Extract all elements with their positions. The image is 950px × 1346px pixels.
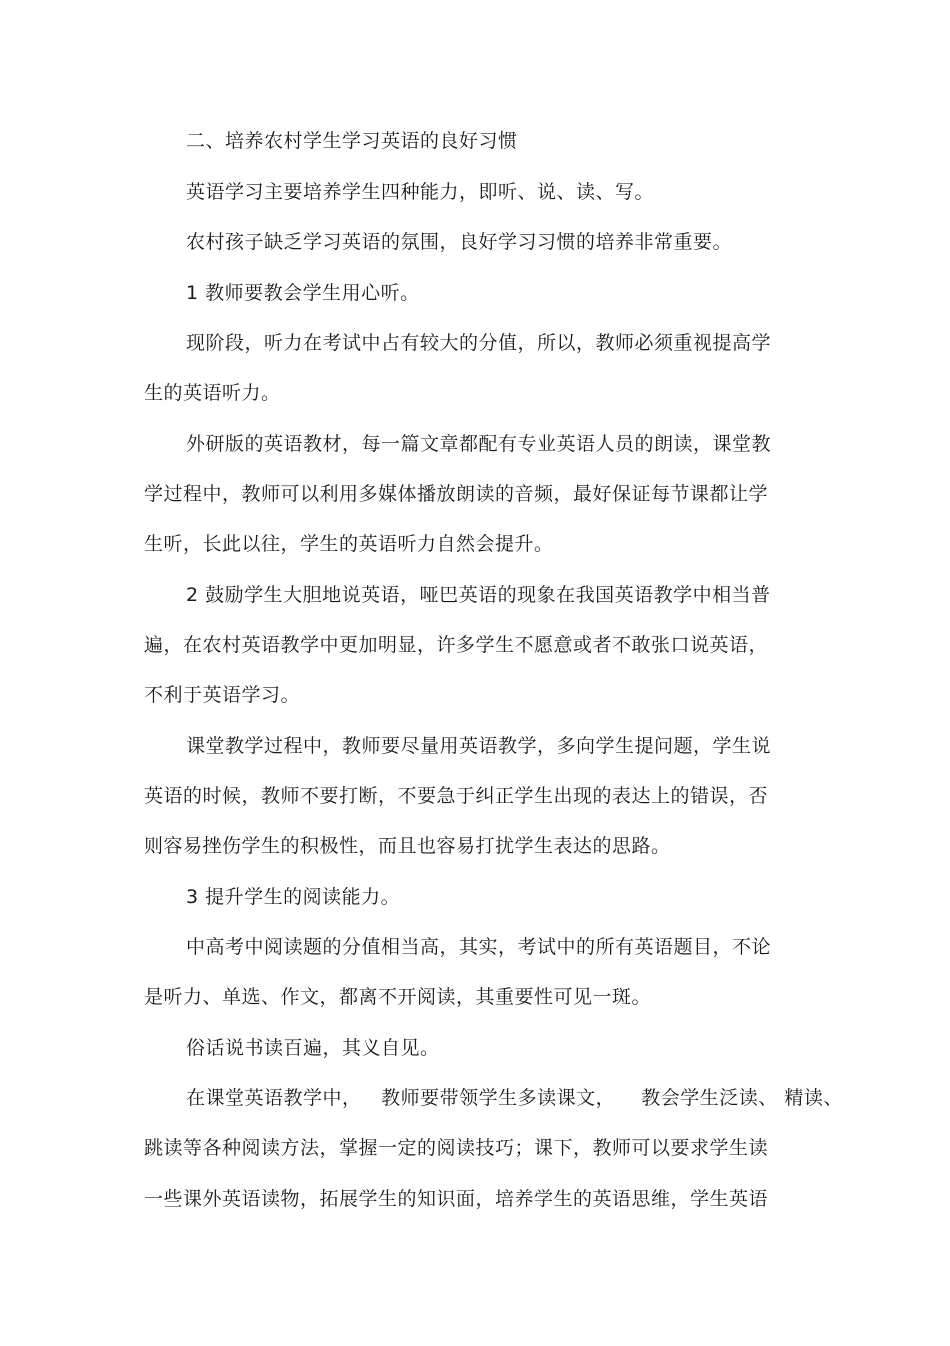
paragraph-line: 学过程中，教师可以利用多媒体播放朗读的音频，最好保证每节课都让学 — [144, 483, 769, 505]
paragraph-line: 俗话说书读百遍，其义自见。 — [186, 1037, 440, 1059]
paragraph-line: 外研版的英语教材，每一篇文章都配有专业英语人员的朗读，课堂教 — [186, 433, 772, 455]
paragraph-line: 课堂教学过程中，教师要尽量用英语教学，多向学生提问题，学生说 — [186, 735, 772, 757]
subheading-line: 2 鼓励学生大胆地说英语，哑巴英语的现象在我国英语教学中相当普 — [186, 584, 771, 606]
paragraph-line: 一些课外英语读物，拓展学生的知识面，培养学生的英语思维，学生英语 — [144, 1188, 769, 1210]
paragraph-line: 现阶段，听力在考试中占有较大的分值，所以，教师必须重视提高学 — [186, 332, 772, 354]
subheading-line: 1 教师要教会学生用心听。 — [186, 282, 420, 304]
paragraph-line: 中高考中阅读题的分值相当高，其实，考试中的所有英语题目，不论 — [186, 936, 772, 958]
paragraph-line: 在课堂英语教学中， 教师要带领学生多读课文， 教会学生泛读、 精读、 — [186, 1087, 843, 1109]
paragraph-line: 农村孩子缺乏学习英语的氛围，良好学习习惯的培养非常重要。 — [186, 231, 733, 253]
paragraph-line: 则容易挫伤学生的积极性，而且也容易打扰学生表达的思路。 — [144, 835, 671, 857]
paragraph-line: 英语学习主要培养学生四种能力，即听、说、读、写。 — [186, 181, 655, 203]
paragraph-line: 跳读等各种阅读方法，掌握一定的阅读技巧；课下，教师可以要求学生读 — [144, 1137, 769, 1159]
paragraph-line: 是听力、单选、作文，都离不开阅读，其重要性可见一斑。 — [144, 986, 652, 1008]
paragraph-line: 不利于英语学习。 — [144, 684, 301, 706]
paragraph-line: 生听，长此以往，学生的英语听力自然会提升。 — [144, 533, 554, 555]
paragraph-line: 生的英语听力。 — [144, 382, 281, 404]
paragraph-line: 英语的时候，教师不要打断，不要急于纠正学生出现的表达上的错误，否 — [144, 785, 769, 807]
subheading-line: 3 提升学生的阅读能力。 — [186, 886, 401, 908]
paragraph-line: 遍，在农村英语教学中更加明显，许多学生不愿意或者不敢张口说英语， — [144, 634, 769, 656]
section-heading: 二、培养农村学生学习英语的良好习惯 — [186, 130, 518, 152]
